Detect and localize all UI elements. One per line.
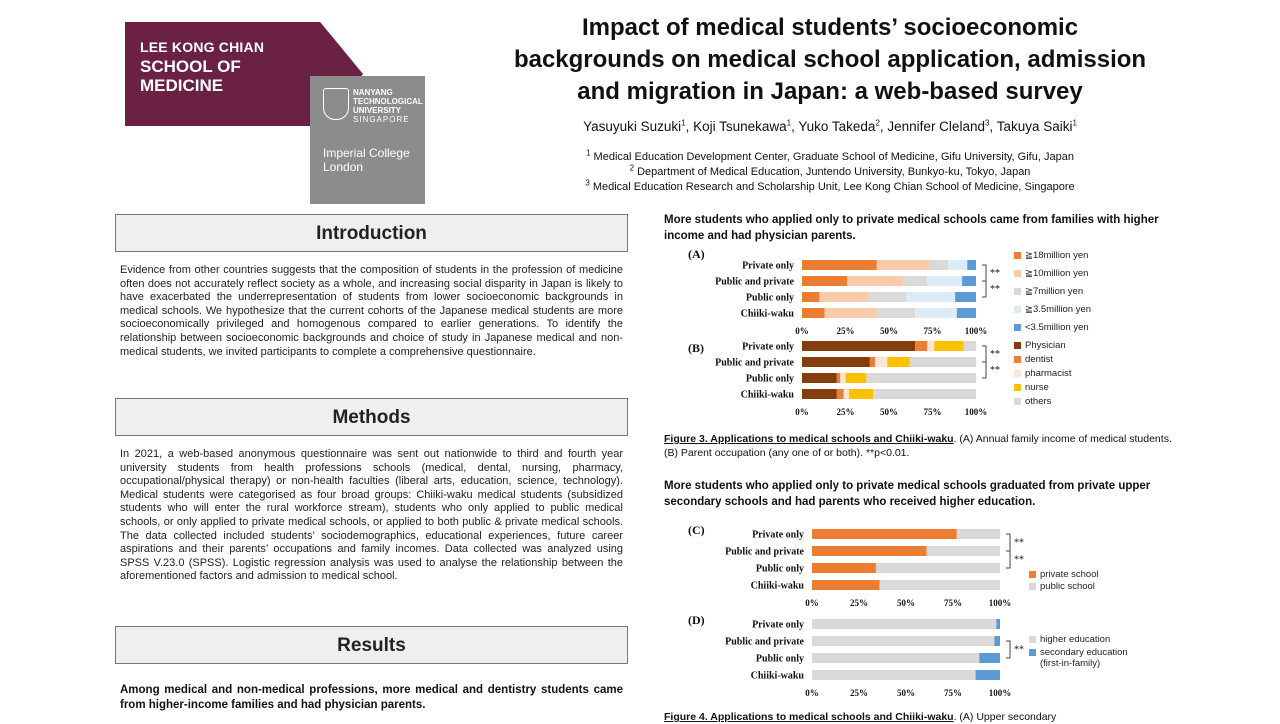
bar-segment [812, 546, 927, 556]
significance-bracket [982, 265, 986, 281]
bar-segment [868, 292, 906, 302]
category-label: Public and private [725, 546, 804, 558]
legend-label: public school [1040, 581, 1095, 592]
bar-segment [802, 292, 819, 302]
affiliation-line [470, 180, 1190, 195]
title-line3: and migration in Japan: a web-based survey [577, 78, 1083, 105]
tick-label: 100% [964, 407, 988, 417]
bar-segment [880, 580, 1000, 590]
tick-label: 75% [944, 598, 962, 608]
title-line1: Impact of medical students’ socioeconomic [581, 14, 1079, 41]
bar-segment [927, 276, 962, 286]
significance-label: ** [1014, 644, 1024, 656]
bar-segment [875, 357, 887, 367]
bar-segment [979, 653, 1000, 663]
category-label: Public only [755, 653, 804, 665]
bar-segment [812, 636, 994, 646]
figure4-caption-bold: Figure 4. Applications to medical schools and Chiiki-waku [664, 711, 954, 723]
legend-swatch [1029, 649, 1036, 656]
figure3-caption [664, 432, 1174, 460]
bar-segment [812, 670, 976, 680]
bar-segment [996, 619, 1000, 629]
bar-segment [903, 276, 927, 286]
significance-label: ** [1014, 537, 1024, 549]
legend-label: dentist [1025, 354, 1053, 365]
significance-bracket [982, 281, 986, 297]
lkc-line2: SCHOOL OF [140, 57, 241, 76]
bar-segment [957, 308, 976, 318]
bar-segment [837, 389, 844, 399]
bar-segment [934, 341, 964, 351]
legend-swatch [1014, 324, 1021, 331]
category-label: Chiiki-waku [750, 670, 804, 682]
significance-label: ** [1014, 554, 1024, 566]
legend-label: others [1025, 396, 1052, 407]
legend-label: ≧10million yen [1025, 268, 1089, 279]
significance-bracket [1006, 534, 1010, 551]
tick-label: 50% [897, 688, 915, 698]
legend-label: (first-in-family) [1040, 658, 1101, 669]
significance-bracket [1006, 641, 1010, 658]
bar-segment [837, 373, 840, 383]
tick-label: 25% [836, 326, 855, 336]
legend-label: higher education [1040, 634, 1111, 645]
significance-bracket [1006, 551, 1010, 568]
tick-label: 0% [795, 326, 809, 336]
category-label: Public only [745, 292, 794, 304]
affiliation-text: Department of Medical Education, Juntendo University, Bunkyo-ku, Tokyo, Japan [634, 166, 1031, 178]
bar-segment [877, 260, 929, 270]
bar-segment [927, 341, 934, 351]
author-affiliation-marker: 2 [875, 118, 880, 128]
bar-segment [847, 276, 903, 286]
significance-label: ** [990, 284, 1000, 295]
bar-segment [840, 373, 845, 383]
significance-label: ** [990, 365, 1000, 376]
author-name: Yasuyuki Suzuki [583, 119, 682, 134]
figure3-caption-rest: . (A) Annual family income of medical students. (B) Parent occupation (any one of or both). **p<0.01. [664, 433, 1172, 459]
chart-c [664, 522, 1134, 612]
bar-segment [802, 308, 825, 318]
results-subheading: Among medical and non-medical professions, more medical and dentistry students came from higher-income families and had physician parents. [120, 684, 623, 711]
bar-segment [812, 580, 880, 590]
bar-segment [962, 276, 976, 286]
methods-text: In 2021, a web-based anonymous questionnaire was sent out nationwide to third and fourth year university students from health professions schools (medical, dental, nursing, pharmacy, occupational/physical therapy) or non-health faculties (liberal arts, education, science, technology). Medical students were categorised as four broad groups: Chiiki-waku medical students (subsidized students who will enter the rural workforce stream), students who only applied to public medical schools, or only applied to private medical schools, or applied to both public & private medical schools. The data collected included students’ sociodemographics, educational experiences, future career aspirations and their parents’ occupations and family incomes. Data collected was analyzed using SPSS V.23.0 (SPSS). Logistic regression analysis was used to analyse the relationship between the aforementioned factors and admission to medical school. [120, 448, 623, 583]
significance-bracket [982, 346, 986, 362]
bar-segment [915, 308, 957, 318]
bar-segment [873, 389, 976, 399]
bar-segment [802, 260, 877, 270]
affiliation-marker: 1 [586, 148, 591, 158]
bar-segment [927, 546, 1000, 556]
bar-segment [819, 292, 868, 302]
chart-a [664, 246, 1134, 338]
author-name: Yuko Takeda [798, 119, 876, 134]
panel-label: (D) [688, 613, 705, 627]
legend [1014, 250, 1091, 333]
category-label: Public only [745, 373, 794, 385]
bar-segment [846, 373, 867, 383]
poster-title [470, 12, 1190, 108]
category-label: Public and private [715, 276, 794, 288]
bar-segment [812, 619, 996, 629]
ntu-line4: SINGAPORE [353, 115, 410, 124]
category-label: Public and private [715, 357, 794, 369]
legend-swatch [1014, 270, 1021, 277]
logo-block [125, 22, 425, 182]
lkc-line1: LEE KONG CHIAN [140, 39, 265, 55]
ntu-line3: UNIVERSITY [353, 106, 402, 115]
bar-segment [812, 563, 876, 573]
author-name: Takuya Saiki [996, 119, 1073, 134]
author-affiliation-marker: 3 [984, 118, 990, 128]
ntu-line2: TECHNOLOGICAL [353, 97, 423, 106]
bar-segment [964, 341, 976, 351]
tick-label: 100% [988, 688, 1012, 698]
category-label: Chiiki-waku [750, 580, 804, 592]
significance-label: ** [990, 349, 1000, 360]
lkc-line3: MEDICINE [140, 76, 224, 95]
tick-label: 25% [850, 598, 868, 608]
bar-segment [844, 389, 849, 399]
introduction-text: Evidence from other countries suggests that the composition of students in the profession of medicine often does not accurately reflect society as a whole, and increasing social disparity in Japan is likely to have exacerbated the underrepresentation of students from lower socioeconomic backgrounds in medical schools. We hypothesize that the current cohorts of the Japanese medical students are more socioeconomically privileged and homogenous compared to earlier generations. To identify the relationship between socioeconomic backgrounds and choice of study in Japanese medical and non-medical students, we invited participants to complete a comprehensive questionnaire. [120, 264, 623, 358]
legend-label: pharmacist [1025, 368, 1072, 379]
author-affiliation-marker: 1 [1072, 118, 1077, 128]
methods-heading: Methods [115, 398, 628, 436]
legend-label: ≧7million yen [1025, 286, 1084, 297]
bar-segment [876, 563, 1000, 573]
category-label: Private only [742, 260, 794, 272]
author-name: Koji Tsunekawa [693, 119, 787, 134]
legend-label: ≧18million yen [1025, 250, 1089, 261]
author-list: Yasuyuki Suzuki$^1$, Koji Tsunekawa$^1$, Yuko Takeda$^2$, Jennifer Cleland$^3$, Takuya Saiki$^1$ [583, 118, 1077, 134]
legend [1029, 569, 1099, 592]
affiliation-marker: 3 [585, 178, 590, 188]
bar-segment [877, 308, 915, 318]
category-label: Public and private [725, 636, 804, 648]
bar-segment [957, 529, 1000, 539]
legend-label: private school [1040, 569, 1099, 580]
bar-segment [906, 292, 955, 302]
legend-swatch [1014, 288, 1021, 295]
legend [1014, 340, 1072, 407]
panel-label: (C) [688, 523, 705, 537]
bar-segment [915, 341, 927, 351]
figure3-caption-bold: Figure 3. Applications to medical schools and Chiiki-waku [664, 433, 954, 445]
legend-swatch [1014, 398, 1021, 405]
category-label: Chiiki-waku [740, 308, 794, 320]
legend-label: nurse [1025, 382, 1049, 393]
significance-bracket [982, 362, 986, 378]
legend-swatch [1029, 571, 1036, 578]
tick-label: 0% [805, 598, 819, 608]
affiliation-marker: 2 [629, 163, 635, 173]
figure4-caption-rest: . (A) Upper secondary [953, 711, 1057, 723]
legend [1029, 634, 1128, 669]
bar-segment [812, 529, 957, 539]
bar-segment [802, 357, 870, 367]
panel-label: (B) [688, 341, 704, 355]
bar-segment [976, 670, 1000, 680]
bar-segment [866, 373, 976, 383]
lkc-logo-text [140, 38, 264, 95]
title-line2: backgrounds on medical school application, admission [513, 46, 1147, 73]
category-label: Chiiki-waku [740, 389, 794, 401]
author-name: Jennifer Cleland [887, 119, 985, 134]
figure3-heading: More students who applied only to private medical schools came from families with higher income and had physician parents. [664, 214, 1159, 242]
bar-segment [825, 308, 877, 318]
category-label: Public only [755, 563, 804, 575]
tick-label: 100% [988, 598, 1012, 608]
bar-segment [994, 636, 1000, 646]
bar-segment [812, 653, 979, 663]
ntu-logo-text [353, 88, 423, 124]
category-label: Private only [742, 341, 794, 353]
imperial-logo-text [323, 146, 410, 174]
panel-label: (A) [688, 247, 705, 261]
legend-swatch [1014, 356, 1021, 363]
ntu-crest-icon [323, 88, 349, 120]
legend-swatch [1029, 583, 1036, 590]
legend-label: ≧3.5million yen [1025, 304, 1092, 315]
chart-d [664, 612, 1134, 702]
legend-swatch [1014, 306, 1021, 313]
bar-segment [802, 389, 837, 399]
legend-swatch [1014, 252, 1021, 259]
tick-label: 100% [964, 326, 988, 336]
affiliation-line [470, 150, 1190, 165]
tick-label: 0% [805, 688, 819, 698]
legend-swatch [1014, 342, 1021, 349]
results-heading: Results [115, 626, 628, 664]
legend-swatch [1014, 370, 1021, 377]
bar-segment [802, 373, 837, 383]
bar-segment [887, 357, 910, 367]
ntu-line1: NANYANG [353, 88, 393, 97]
figure4-heading: More students who applied only to private medical schools graduated from private upper secondary schools and had parents who received higher education. [664, 480, 1151, 508]
tick-label: 0% [795, 407, 809, 417]
tick-label: 50% [880, 326, 898, 336]
bar-segment [802, 341, 915, 351]
tick-label: 50% [880, 407, 898, 417]
category-label: Private only [752, 619, 804, 631]
affiliation-text: Medical Education Research and Scholarship Unit, Lee Kong Chian School of Medicine, Singapore [589, 181, 1075, 193]
legend-swatch [1029, 636, 1036, 643]
tick-label: 50% [897, 598, 915, 608]
bar-segment [849, 389, 873, 399]
significance-label: ** [990, 268, 1000, 279]
tick-label: 75% [944, 688, 962, 698]
tick-label: 25% [850, 688, 868, 698]
tick-label: 75% [923, 326, 942, 336]
bar-segment [910, 357, 976, 367]
figure4-caption [664, 710, 1174, 724]
imperial-line1: Imperial College [323, 146, 410, 160]
author-affiliation-marker: 1 [681, 118, 686, 128]
affiliation-text: Medical Education Development Center, Graduate School of Medicine, Gifu University, Gifu, Japan [590, 151, 1074, 163]
legend-swatch [1014, 384, 1021, 391]
bar-segment [870, 357, 875, 367]
bar-segment [929, 260, 948, 270]
bar-segment [802, 276, 847, 286]
chart-b [664, 340, 1134, 426]
affiliation-line [470, 165, 1190, 180]
bar-segment [948, 260, 967, 270]
imperial-line2: London [323, 160, 364, 174]
bar-segment [955, 292, 976, 302]
author-affiliation-marker: 1 [786, 118, 792, 128]
legend-label: secondary education [1040, 647, 1128, 658]
legend-label: <3.5million yen [1025, 322, 1089, 333]
legend-label: Physician [1025, 340, 1066, 351]
tick-label: 75% [923, 407, 942, 417]
affiliation-list [470, 150, 1190, 195]
introduction-heading: Introduction [115, 214, 628, 252]
category-label: Private only [752, 529, 804, 541]
bar-segment [967, 260, 976, 270]
tick-label: 25% [836, 407, 855, 417]
